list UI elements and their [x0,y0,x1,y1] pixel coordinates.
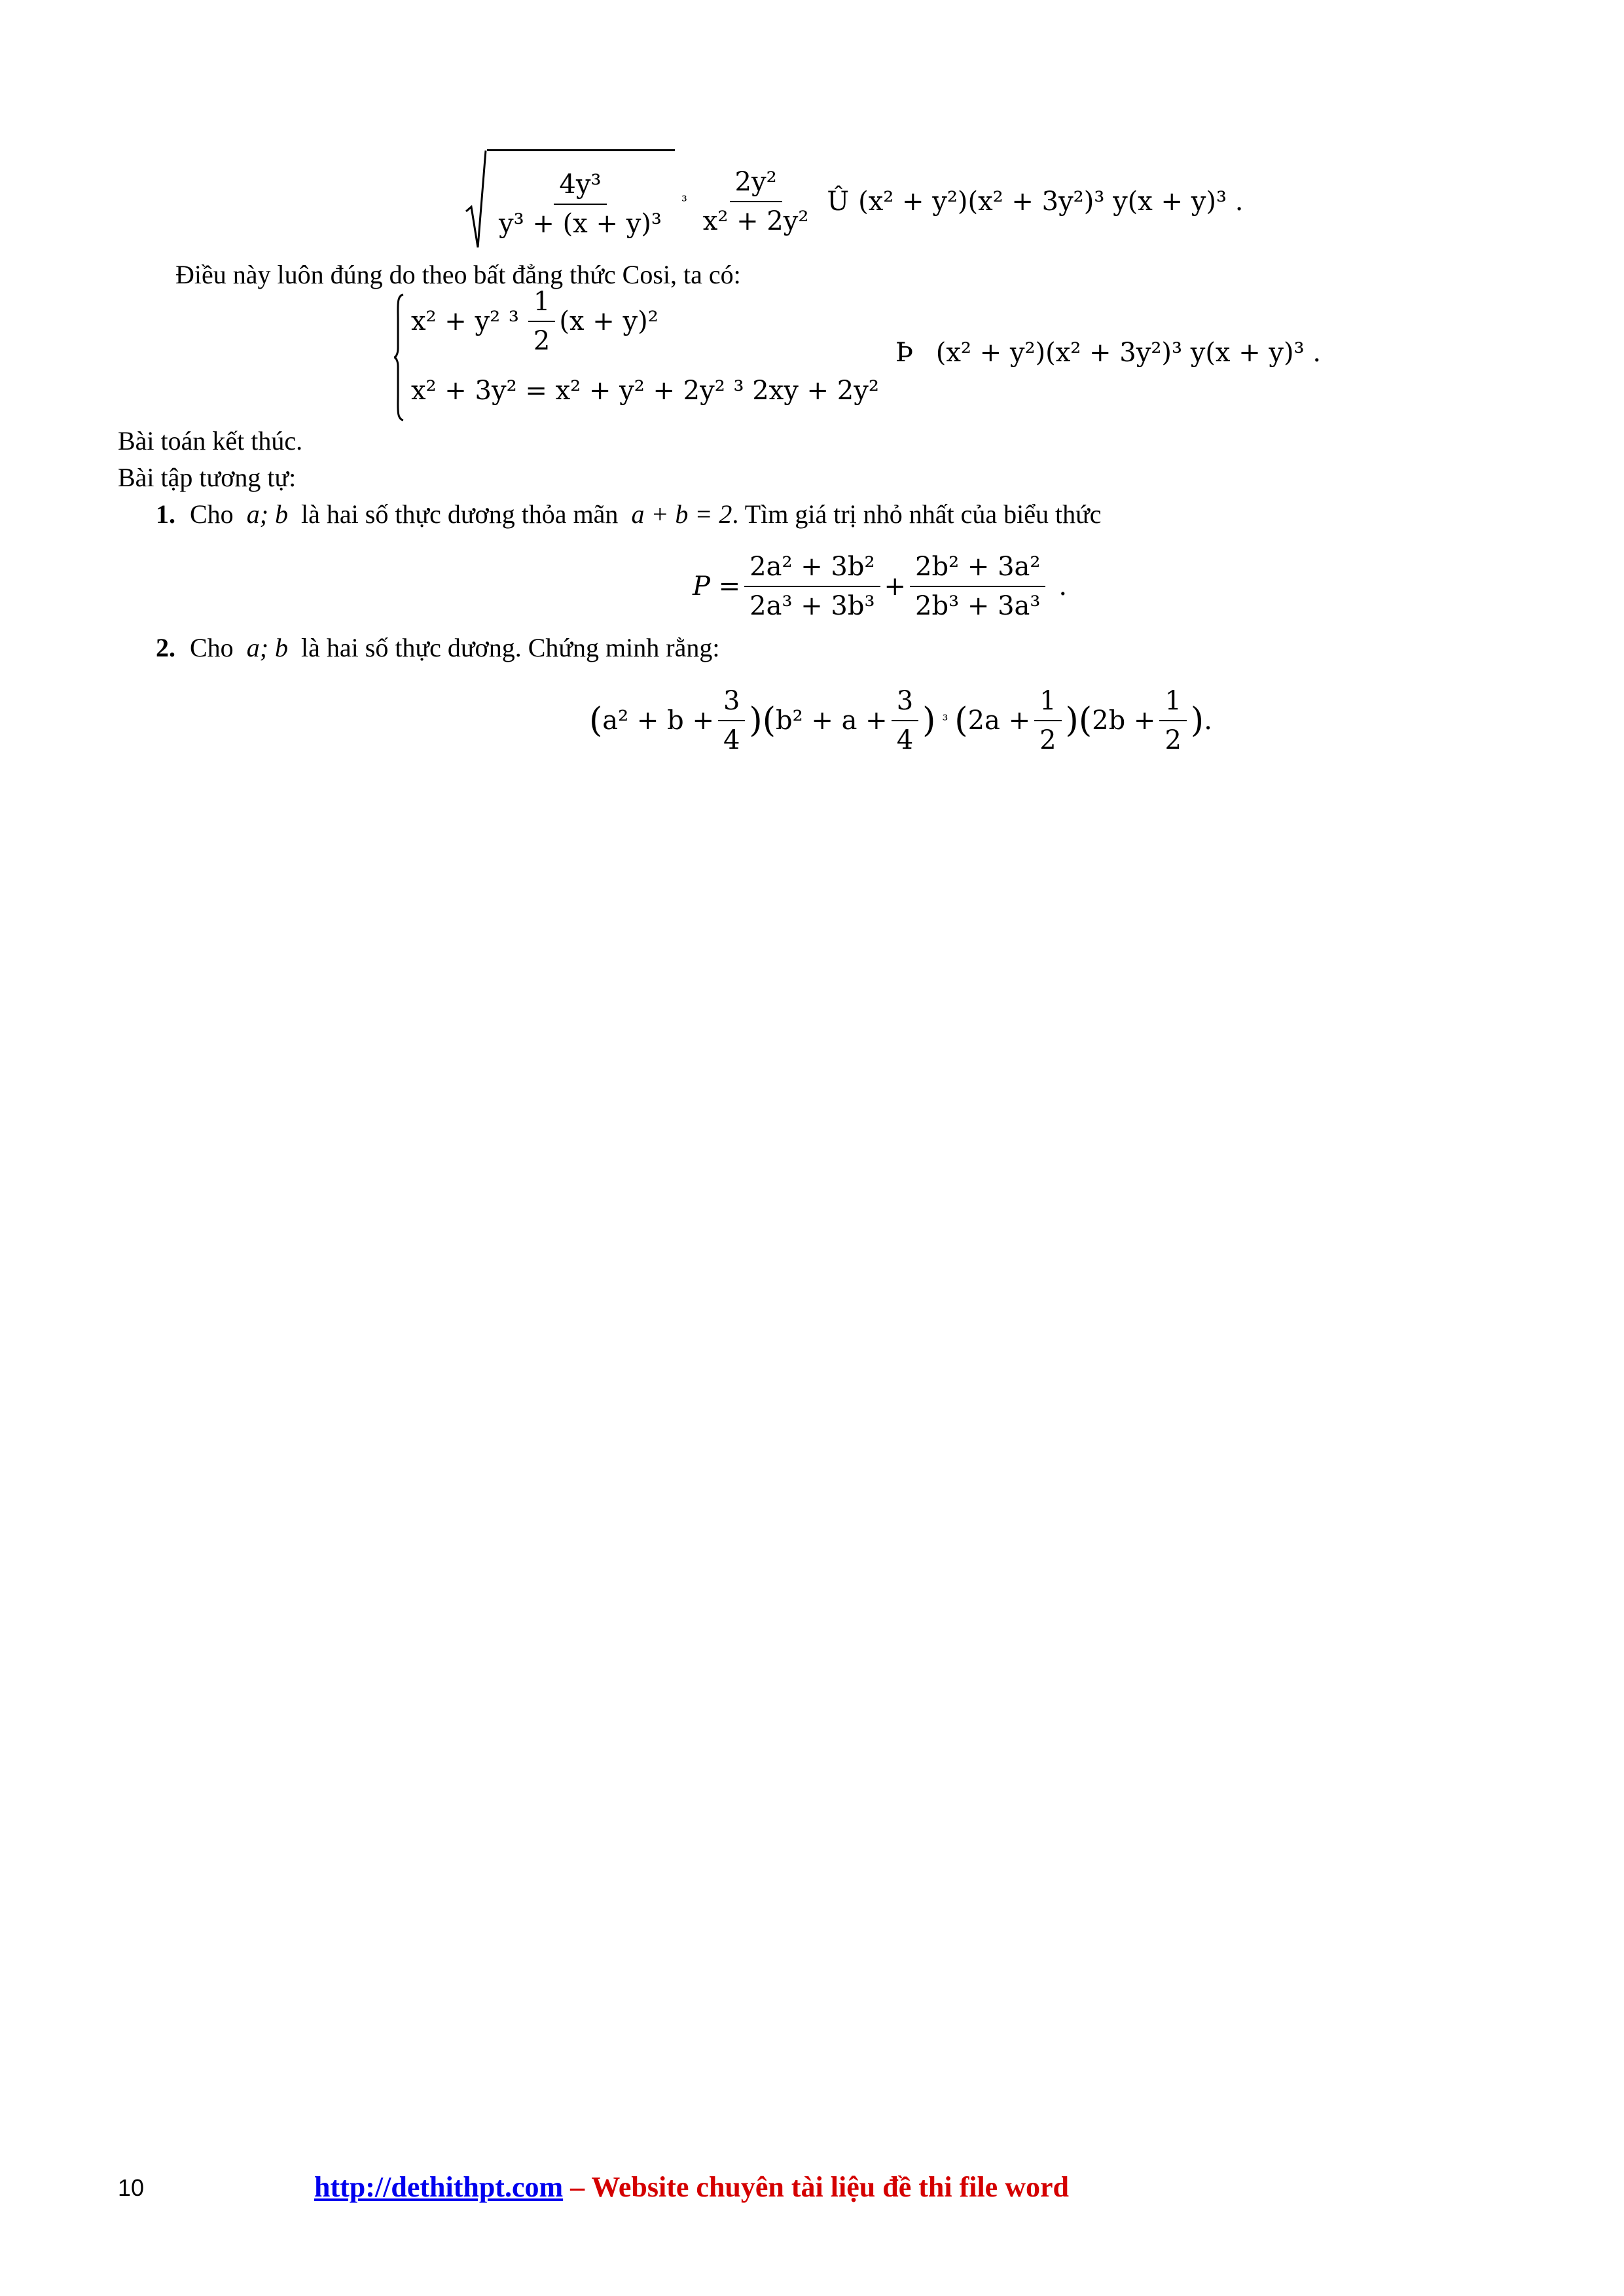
system-line-2: x² + 3y² = x² + y² + 2y² ³ 2xy + 2y² [411,376,879,406]
ineq-l1-b: b² + a + [776,706,888,736]
equivalence-symbol: Û [827,187,850,217]
page-number: 10 [118,2174,145,2201]
end-text: Bài toán kết thúc. [118,426,303,456]
cosi-intro-text: Điều này luôn đúng do theo bất đẳng thức Cosi, ta có: [175,260,741,289]
exercise-2-vars: a; b [246,633,289,662]
p-fraction-1-denominator: 2a³ + 3b³ [749,591,875,621]
system-line-1 [411,287,659,356]
sqrt-radical [465,149,675,254]
half-denominator: 2 [533,326,550,356]
exercise-1-text: là hai số thực dương thỏa mãn [301,499,619,529]
result-expression: (x² + y²)(x² + 3y²)³ y(x + y)³ . [935,338,1322,368]
exercise-1-cho: Cho [190,499,234,529]
p-lhs: P = [693,571,741,601]
ineq-l1-a: a² + b + [602,706,714,736]
system-result [895,338,1321,368]
frac-denominator: 2 [1039,725,1056,755]
ineq-r1-b: 2b + [1092,706,1156,736]
inequality-system [393,287,903,423]
frac-numerator: 3 [892,686,918,721]
ineq-frac-1-2-b [1159,686,1186,755]
close-paren: ) [1190,701,1204,740]
exercise-1-text-end: . Tìm giá trị nhỏ nhất của biểu thức [732,499,1102,529]
relation-symbol: ³ [681,193,687,210]
relation-symbol: ³ [942,712,948,729]
sqrt-numerator: 4y³ [554,170,606,205]
footer [314,2170,1069,2204]
exercise-1-condition: a + b = 2 [631,499,732,529]
frac-denominator: 2 [1164,725,1182,755]
open-paren: ( [1078,701,1092,740]
ineq-frac-3-4-b [892,686,918,755]
exercise-2-text: là hai số thực dương. Chứng minh rằng: [301,633,720,662]
frac-denominator: 4 [723,725,740,755]
exercise-2-cho: Cho [190,633,234,662]
exercise-1-vars: a; b [246,499,289,529]
close-paren: ) [922,701,936,740]
frac-numerator: 1 [1159,686,1186,721]
p-fraction-2-denominator: 2b³ + 3a³ [915,591,1041,621]
fraction-2y2 [698,167,814,236]
p-end: . [1058,571,1068,601]
formula-rhs: (x² + y²)(x² + 3y²)³ y(x + y)³ . [858,187,1244,217]
half-numerator: 1 [528,287,555,322]
plus-sign: + [884,571,907,601]
p-fraction-1-numerator: 2a² + 3b² [744,552,880,587]
sqrt-fraction [494,170,667,239]
ineq-frac-3-4-a [718,686,745,755]
sqrt-denominator: y³ + (x + y)³ [499,208,662,239]
footer-link[interactable]: http://dethithpt.com [314,2171,564,2203]
exercise-2-statement [156,632,719,664]
exercise-1-statement [156,499,1102,530]
fraction-denominator: x² + 2y² [702,206,809,236]
left-brace-icon [393,293,406,422]
fraction-numerator: 2y² [730,167,782,202]
p-fraction-2-numerator: 2b² + 3a² [910,552,1045,587]
exercise-2-number: 2. [156,633,175,662]
open-paren: ( [954,701,968,740]
line1-left: x² + y² ³ [411,306,519,336]
fraction-one-half [528,287,555,356]
frac-denominator: 4 [896,725,914,755]
p-fraction-1 [744,552,880,621]
ineq-end: . [1204,706,1212,736]
close-paren: ) [749,701,763,740]
open-paren: ( [762,701,776,740]
frac-numerator: 3 [718,686,745,721]
frac-numerator: 1 [1034,686,1061,721]
close-paren: ) [1065,701,1079,740]
formula-sqrt-inequality [465,149,1243,254]
implies-symbol: Þ [895,338,914,368]
formula-p-expression [693,541,1067,632]
footer-tagline: – Website chuyên tài liệu đề thi file word [563,2171,1069,2203]
ineq-frac-1-2-a [1034,686,1061,755]
ineq-r1-a: 2a + [967,706,1031,736]
p-fraction-2 [910,552,1045,621]
line1-right: (x + y)² [559,306,659,336]
open-paren: ( [589,701,603,740]
exercise-1-number: 1. [156,499,175,529]
similar-exercises-title: Bài tập tương tự: [118,463,297,492]
radical-sign-icon [465,149,487,254]
formula-product-inequality [589,678,1212,763]
